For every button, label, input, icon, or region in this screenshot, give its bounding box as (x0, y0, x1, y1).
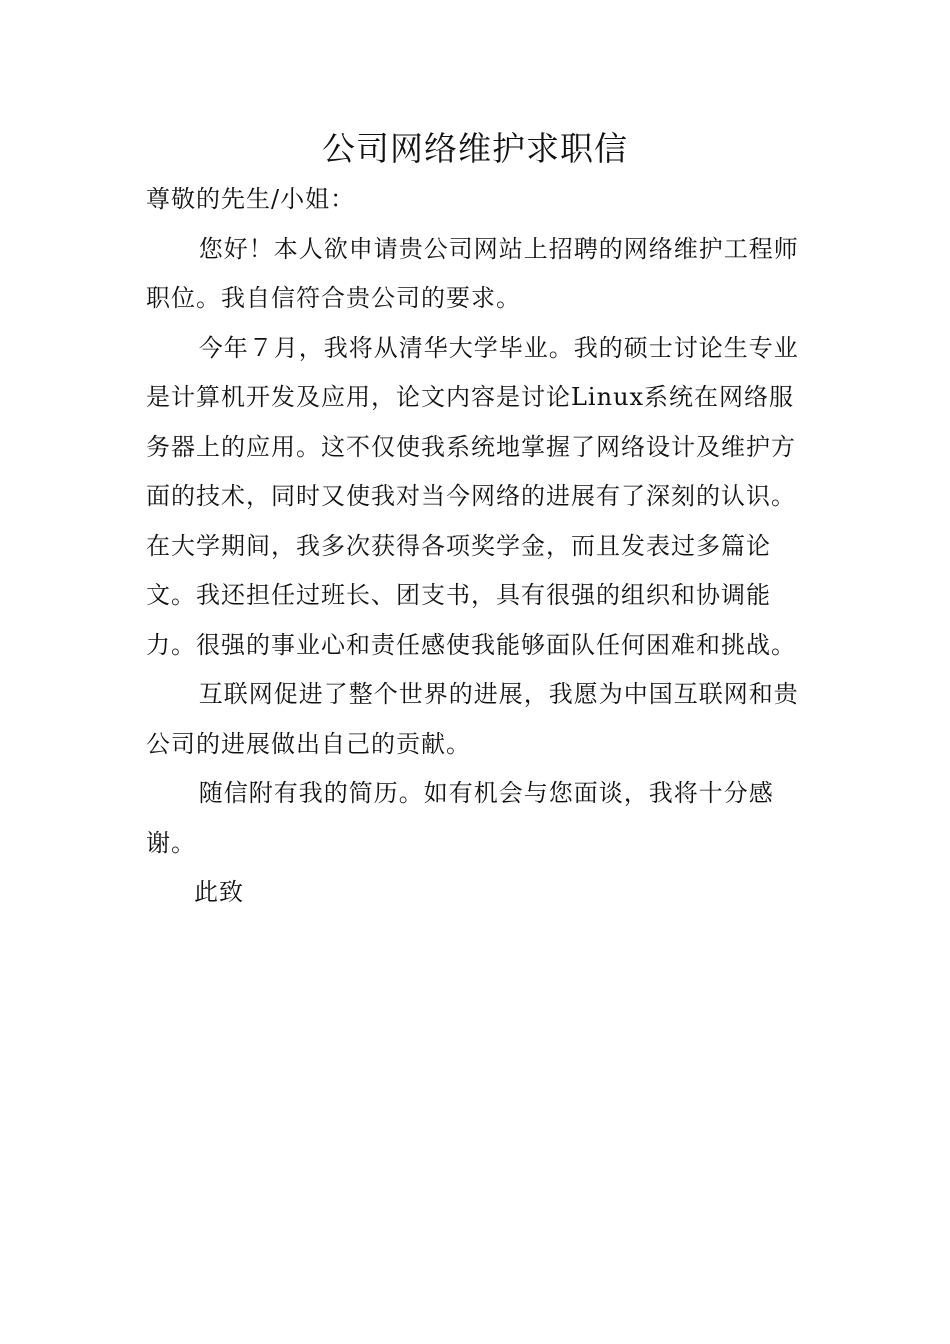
letter-closing: 此致 (194, 878, 244, 906)
paragraph-background: 今年７月，我将从清华大学毕业。我的硕士讨论生专业是计算机开发及应用，论文内容是讨论Linux系统在网络服务器上的应用。这不仅使我系统地掌握了网络设计及维护方面的技术，同时又使我对当今网络的进展有了深刻的认识。在大学期间，我多次获得各项奖学金，而且发表过多篇论文。我还担任过班长、团支书，具有很强的组织和协调能力。很强的事业心和责任感使我能够面队任何困难和挑战。 (146, 333, 799, 659)
paragraph-motivation: 互联网促进了整个世界的进展，我愿为中国互联网和贵公司的进展做出自己的贡献。 (146, 680, 799, 758)
paragraph-resume: 随信附有我的简历。如有机会与您面谈，我将十分感谢。 (146, 779, 774, 857)
letter-greeting: 尊敬的先生/小姐： (146, 185, 356, 213)
document-title: 公司网络维护求职信 (322, 129, 628, 168)
paragraph-intro: 您好！本人欲申请贵公司网站上招聘的网络维护工程师职位。我自信符合贵公司的要求。 (146, 234, 799, 312)
letter-body (146, 175, 814, 918)
